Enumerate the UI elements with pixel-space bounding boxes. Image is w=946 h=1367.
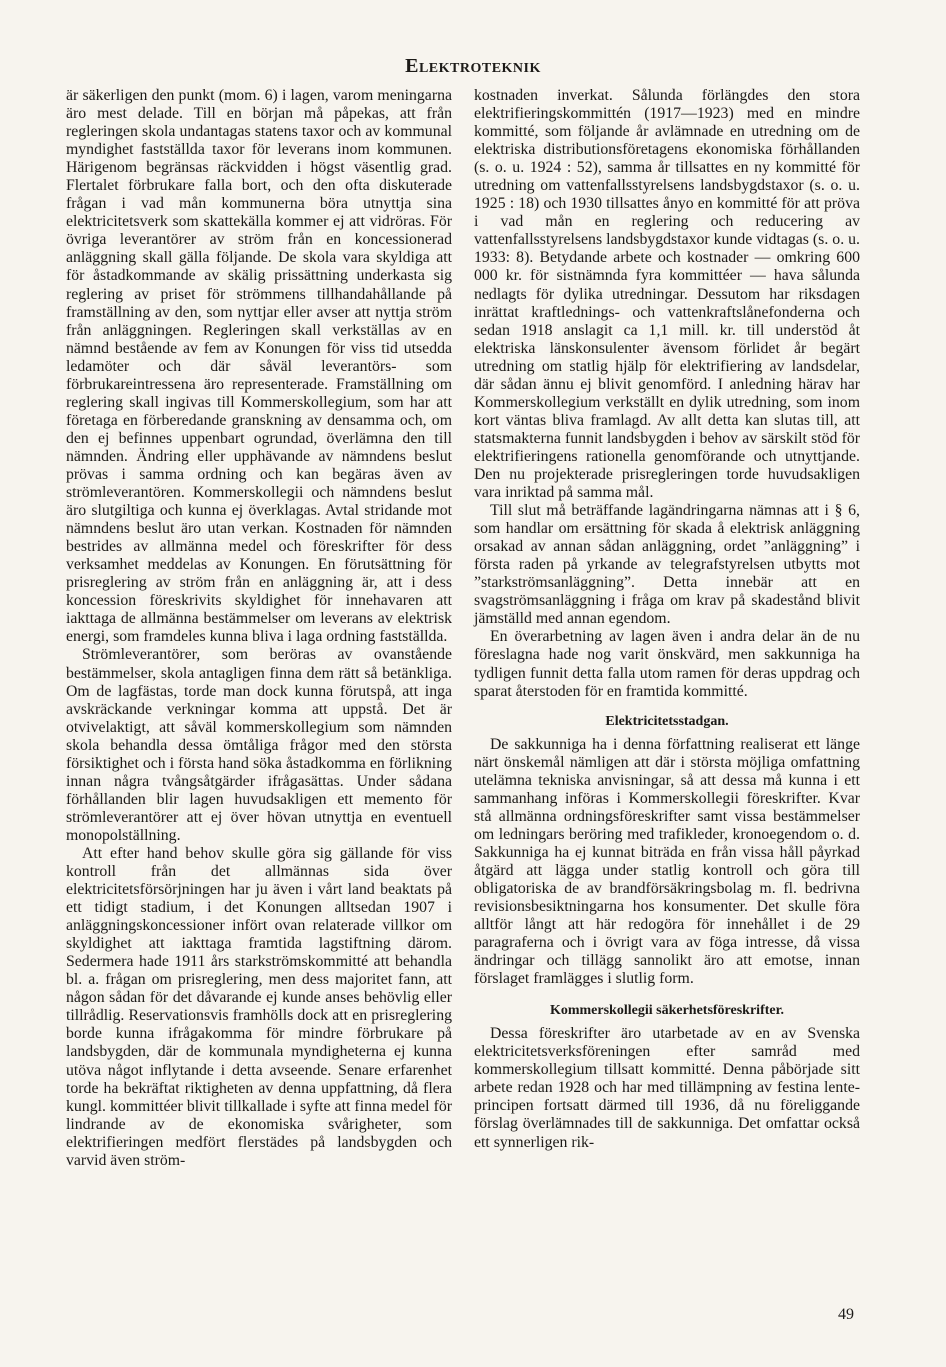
section-heading: Kommerskollegii säkerhetsföreskrifter. bbox=[549, 1003, 785, 1019]
page-number: 49 bbox=[838, 1306, 854, 1323]
paragraph: Dessa föreskrifter äro utarbetade av en av Svenska elektricitetsverksföreningen efter samråd med kommerskollegium tillsatt kommitté. Denna påbörjade sitt arbete redan 1928 och har med tillämpning av festina lente-principen fortsatt därmed till 1936, då nu föreliggande förslag överlämnades till de sakkunniga. Det omfattar också ett synnerligen rik- bbox=[474, 1025, 860, 1151]
paragraph: Att efter hand behov skulle göra sig gällande för viss kontroll från det allmännas sida över elektricitetsförsörjningen har ju även i vårt land beaktats på ett tidigt stadium, i det Konungen alltsedan 1907 i anläggningskoncessioner infört ovan relaterade villkor om skyldighet att iakttaga framtida lagstiftning därom. Sedermera hade 1911 års starkströmskommitté att behandla bl. a. frågan om prisreglering, men dess majoritet fann, att någon sådan för det dåvarande ej kunde anses behövlig eller tillrådlig. Reservationsvis framhölls dock att en prisreglering borde kunna ifrågakomma för mindre förbrukare på landsbygden, där de kommunala myndigheterna ej kunna utöva något inflytande i detta avseende. Senare erfarenhet torde ha bekräftat riktigheten av denna uppfattning, då flera kungl. kommittéer blivit tillkallade i syfte att finna medel för lindrande av de ekonomiska svårigheter, som elektrifieringen medfört flerstädes på landsbygden och varvid även ström- bbox=[66, 844, 452, 1169]
paragraph: Till slut må beträffande lagändringarna nämnas att i § 6, som handlar om ersättning för skada å elektrisk anläggning orsakad av annan sådan anläggning, ordet ”anläggning” i första raden på yrkande av telegrafstyrelsen utbytts mot ”starkströmsanläggning”. Detta innebär att en svagströmsanläggning i fråga om krav på skadestånd blivit jämställd med annan egendom. bbox=[474, 502, 860, 628]
paragraph: är säkerligen den punkt (mom. 6) i lagen, varom meningarna äro mest delade. Till en början må påpekas, att från regleringen skola undantagas statens taxor och av kommunal myndighet fastställda taxor för leverans inom kommunen. Härigenom begränsas räckvidden i högst väsentlig grad. Flertalet förbrukare falla bort, och den ofta diskuterade frågan i vad mån kommunerna böra utnyttja sina elektricitetsverk som skattekälla kommer ej att vidröras. För övriga leverantörer av ström från en koncessionerad anläggning skall gälla följande. De skola vara skyldiga att för åstadkommande av skälig prissättning underkasta sig reglering av priset för strömmens tillhandahållande på framställning av den, som nyttjar eller avser att nyttja ström från anläggningen. Regleringen skall verkställas av en nämnd bestående av fem av Konungen för viss tid utsedda ledamöter och där såväl leverantörs- som förbrukareintressena äro representerade. Framställning om reglering skall ingivas till Kommerskollegium, som har att företaga en förberedande granskning av densamma och, om den ej befinnes uppenbart ogrundad, överlämna den till nämnden. Ändring eller upphävande av nämndens beslut prövas i samma ordning och kan begäras även av strömleverantören. Kommerskollegii och nämndens beslut äro slutgiltiga och kunna ej överklagas. Avtal stridande mot nämndens beslut äro utan verkan. Kostnaden för nämnden bestrides av allmänna medel och föreskrifter för dess verksamhet meddelas av Konungen. En förutsättning för prisreglering av ström från en anläggning är, att i dess koncession föreskrivits skyldighet för innehavaren att iakttaga de allmänna bestämmelser om leverans av elektrisk energi, som framdeles kunna bliva i laga ordning fastställda. bbox=[66, 87, 452, 646]
section-heading: Elektricitetsstadgan. bbox=[605, 713, 729, 729]
paragraph: kostnaden inverkat. Sålunda förlängdes den stora elektrifieringskommittén (1917—1923) med en mindre kommitté, som följande år avlämnade en utredning om de elektriska distributionsföretagens ekonomiska förhållanden (s. o. u. 1924 : 52), samma år tillsattes en ny kommitté för utredning om vattenfallsstyrelsens landsbygdstaxor (s. o. u. 1925 : 18) och 1930 tillsattes ånyo en kommitté för att pröva i vad mån en reglering och reducering av vattenfallsstyrelsens landsbygdstaxor kunde vidtagas (s. o. u. 1933: 8). Betydande arbete och kostnader — omkring 600 000 kr. för sistnämnda fyra kommittéer — hava sålunda nedlagts för dylika utredningar. Dessutom har riksdagen inrättat kraftlednings- och vattenkraftslånefonderna och sedan 1918 anslagit ca 1,1 mill. kr. till understöd åt elektriska länskonsulenter ävensom förlidet år begärt utredning om statlig hjälp för elektrifiering av landsdelar, där sådan ännu ej blivit genomförd. I anledning härav har Kommerskollegium verkställt en dylik utredning, som inom kort väntas bliva framlagd. Av allt detta kan slutas till, att statsmakterna funnit landsbygden i behov av särskilt stöd för elektrifieringens rationella genomförande och utnyttjande. Den nu projekterade prisregleringen torde huvudsakligen vara inriktad på samma mål. bbox=[474, 87, 860, 502]
paragraph: De sakkunniga ha i denna författning realiserat ett länge närt önskemål nämligen att där i största möjliga omfattning utelämna tekniska anvisningar, så att dessa må kunna i ett sammanhang införas i Kommerskollegii föreskrifter. Kvar stå allmänna ordningsföreskrifter samt vissa bestämmelser om ledningars beröring med trafikleder, kronoegendom o. d. Sakkunniga ha ej kunnat biträda en från vissa håll påyrkad åtgärd att lägga under statlig kontroll och göra till obligatoriska de av brandförsäkringsbolag m. fl. bedrivna revisionsbesiktningarna hos konsumenter. Det skulle föra alltför långt att här redogöra för innehållet i de 29 paragraferna och i övrigt vara av föga intresse, då vissa ändringar och tillägg sannolikt äro att emotse, innan förslaget framlägges i slutlig form. bbox=[474, 735, 860, 988]
right-column bbox=[474, 87, 860, 1152]
page-header: Elektroteknik bbox=[405, 55, 541, 77]
left-column bbox=[66, 87, 452, 1170]
paragraph: En överarbetning av lagen även i andra delar än de nu föreslagna hade nog varit önskvärd, men sakkunniga ha tydligen funnit detta falla utom ramen för deras uppdrag och sparat återstoden för en framtida kommitté. bbox=[474, 628, 860, 700]
paragraph: Strömleverantörer, som beröras av ovanstående bestämmelser, skola antagligen finna dem rätt så betänkliga. Om de lagfästas, torde man dock kunna förutspå, att inga avskräckande verkningar komma att uppstå. Det är otvivelaktigt, att såväl kommerskollegium som nämnden skola behandla dessa ömtåliga frågor med den största försiktighet och i första hand söka åstadkomma en förlikning innan några tvångsåtgärder ifrågasättas. Under sådana förhållanden blir lagen huvudsakligen ett memento för strömleverantörer att ej över hövan utnyttja en eventuell monopolställning. bbox=[66, 646, 452, 844]
